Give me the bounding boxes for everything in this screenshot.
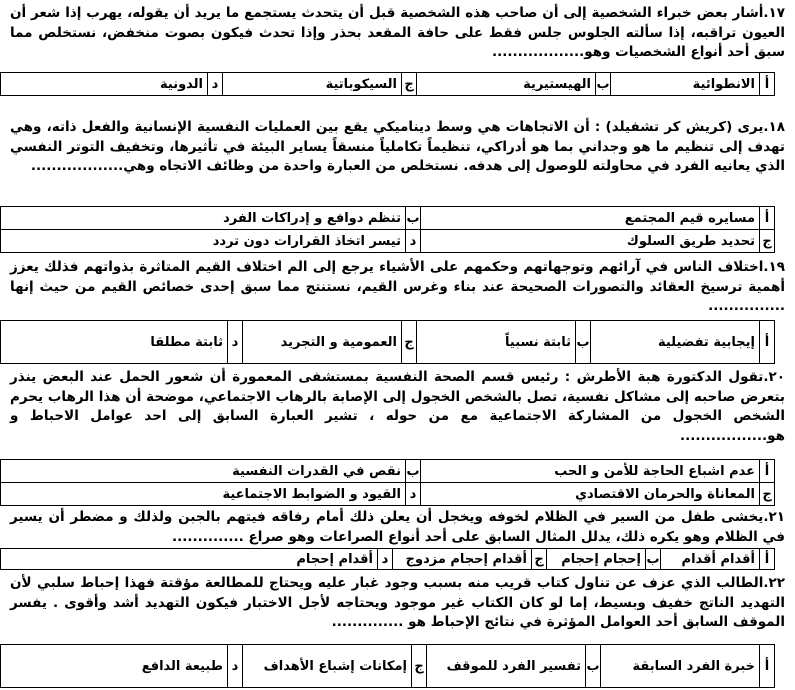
option-letter: أ bbox=[760, 207, 775, 230]
option-c: السيكوباتية bbox=[223, 73, 402, 96]
options-table-18 bbox=[0, 206, 775, 253]
option-a: الانطوائية bbox=[611, 73, 760, 96]
option-b: ثابتة نسبياً bbox=[417, 321, 576, 364]
options-table-22 bbox=[0, 644, 775, 688]
option-letter: د bbox=[208, 73, 223, 96]
option-letter: ج bbox=[760, 483, 775, 506]
question-18: ١٨.يرى (كريش كر تشفيلد) : أن الاتجاهات هي وسط ديناميكي يقع بين العمليات النفسية الإنسانية والفعل ذاته، وهي تهدف إلى تنظيم ما هو وجداني بما هو أدراكي، تنظيماً تكاملياً منسقاً يساير البيئة في تأثيرها، وتخفيف التوتر النفسي الذي يعانيه الفرد في محاولته للوصول إلى هدفه. نستخلص من العبارة واحدة من وظائف الاتجاه وهي.................. bbox=[10, 119, 785, 174]
option-letter: ب bbox=[596, 73, 611, 96]
option-letter: د bbox=[228, 645, 243, 688]
option-letter: أ bbox=[760, 645, 775, 688]
option-a: عدم اشباع الحاجة للأمن و الحب bbox=[421, 460, 760, 483]
option-d: ثابتة مطلقا bbox=[1, 321, 228, 364]
option-a: إيجابية تفضيلية bbox=[591, 321, 760, 364]
option-letter: ج bbox=[402, 73, 417, 96]
option-d: أقدام إحجام bbox=[1, 549, 378, 570]
option-letter: د bbox=[378, 549, 393, 570]
option-c: أقدام إحجام مزدوج bbox=[393, 549, 532, 570]
option-b: نقص في القدرات النفسية bbox=[1, 460, 406, 483]
option-d: الدونية bbox=[1, 73, 208, 96]
option-letter: ب bbox=[576, 321, 591, 364]
option-letter: أ bbox=[760, 321, 775, 364]
option-c: تحديد طريق السلوك bbox=[421, 230, 760, 253]
question-19: ١٩.اختلاف الناس في آرائهم وتوجهاتهم وحكمهم على الأشياء يرجع إلى الم اختلاف القيم المتاثرة بذواتهم فذلك يعزز أهمية ترسيخ العقائد والتصورات الصحيحة عند بناء وغرس القيم، نستنتج مما سبق إحدى خصائص القيم من حيث إنها ............... bbox=[10, 259, 785, 314]
option-letter: ج bbox=[532, 549, 547, 570]
option-a: أقدام أقدام bbox=[661, 549, 760, 570]
option-d: تيسر اتخاذ القرارات دون تردد bbox=[1, 230, 406, 253]
option-letter: د bbox=[406, 230, 421, 253]
option-c: إمكانات إشباع الأهداف bbox=[243, 645, 412, 688]
question-20: ٢٠.تقول الدكتورة هبة الأطرش : رئيس قسم الصحة النفسية بمستشفى المعمورة أن شعور الحمل عند البعض ينذر بتعرض صاحبه إلى مشاكل نفسية، تصل بالشخص الخجول إلى الإصابة بالرهاب الاجتماعي، موضحة أن هذا الرهاب يحرم الشخص الخجول من المشاركة الاجتماعية مع من حوله ، تشير العبارة السابق إلى احد عوامل الاحباط و هو................. bbox=[10, 369, 785, 444]
options-table-20 bbox=[0, 459, 775, 506]
option-letter: ج bbox=[412, 645, 427, 688]
option-letter: ب bbox=[406, 460, 421, 483]
option-b: الهيستيرية bbox=[417, 73, 596, 96]
options-table-19 bbox=[0, 320, 775, 364]
option-a: خبرة الفرد السابقة bbox=[601, 645, 760, 688]
options-table-17 bbox=[0, 72, 775, 96]
option-c: المعاناة والحرمان الاقتصادي bbox=[421, 483, 760, 506]
option-c: العمومية و التجريد bbox=[243, 321, 402, 364]
option-b: إحجام إحجام bbox=[547, 549, 646, 570]
options-table-21 bbox=[0, 548, 775, 570]
option-b: تنظم دوافع و إدراكات الفرد bbox=[1, 207, 406, 230]
option-letter: ب bbox=[406, 207, 421, 230]
option-d: القيود و الضوابط الاجتماعية bbox=[1, 483, 406, 506]
option-letter: د bbox=[406, 483, 421, 506]
option-d: طبيعة الدافع bbox=[1, 645, 228, 688]
option-letter: ب bbox=[586, 645, 601, 688]
option-letter: ب bbox=[646, 549, 661, 570]
option-letter: أ bbox=[760, 460, 775, 483]
option-letter: أ bbox=[760, 73, 775, 96]
option-letter: د bbox=[228, 321, 243, 364]
question-22: ٢٢.الطالب الذي عزف عن تناول كتاب قريب منه بسبب وجود غبار عليه ويحتاج للمطالعة مؤقتة فهذا إحباط سلبي لأن التهديد الناتج خفيف وبسيط، إما لو كان الكتاب غير موجود ويحتاجه لأجل الاختبار فيكون التهديد أشد وأقوى . يفسر الموقف السابق أحد العوامل المؤثرة في نتائج الإحباط هو .............. bbox=[10, 575, 785, 630]
option-letter: أ bbox=[760, 549, 775, 570]
question-17: ١٧.أشار بعض خبراء الشخصية إلى أن صاحب هذه الشخصية قبل أن يتحدث يستجمع ما يريد أن يقوله، يهرب إذا شعر أن العيون تراقبه، إذا سألته الجلوس جلس فقط على حافة المقعد بحذر وإذا تحدث فيكون بصوت منخفض، نستخلص مما سبق أحد أنواع الشخصيات وهو.................. bbox=[10, 5, 785, 60]
option-letter: ج bbox=[760, 230, 775, 253]
option-b: تفسير الفرد للموقف bbox=[427, 645, 586, 688]
option-a: مسايره قيم المجتمع bbox=[421, 207, 760, 230]
question-21: ٢١.يخشى طفل من السير في الظلام لخوفه ويخجل أن يعلن ذلك أمام رفاقه فيتهم بالجبن ولذلك و مضطر أن يسير في الظلام وهو يكره ذلك، يدلل المثال السابق على أحد أنواع الصراعات وهو صراع .............. bbox=[10, 509, 785, 545]
option-letter: ج bbox=[402, 321, 417, 364]
